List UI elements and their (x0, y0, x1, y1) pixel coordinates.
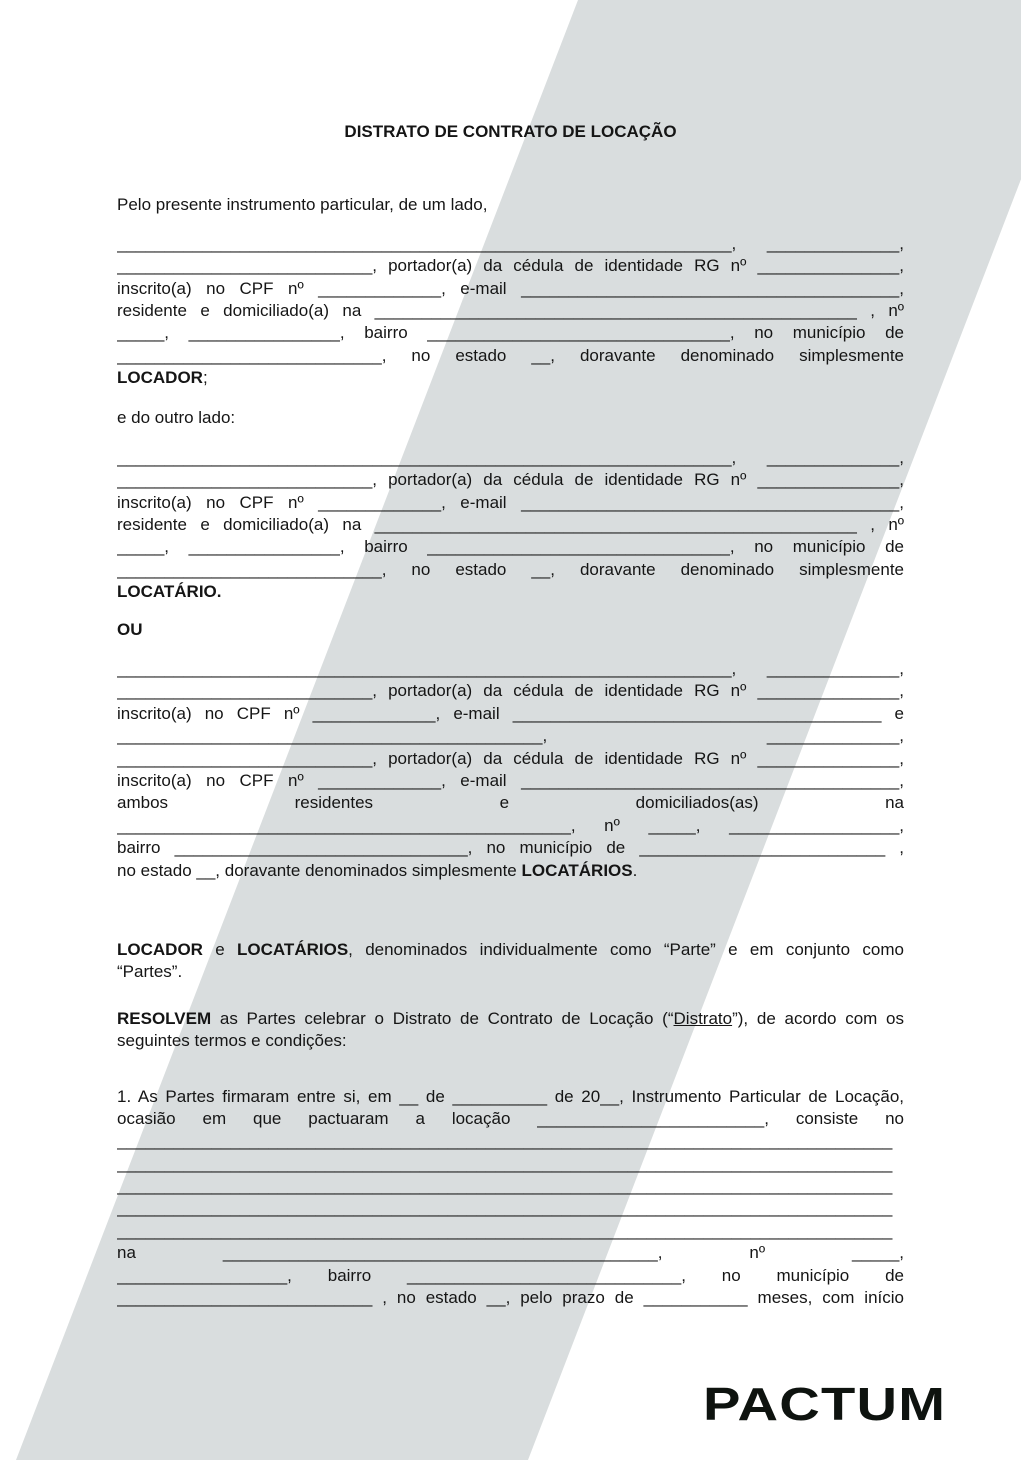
text-line (117, 278, 904, 300)
text-line (117, 1108, 904, 1130)
bold-term: RESOLVEM (117, 1008, 212, 1028)
text-line (117, 792, 904, 814)
paragraphs-container (117, 194, 904, 1309)
bold-term: LOCATÁRIOS (521, 860, 633, 880)
text-line (117, 1197, 904, 1219)
pactum-logo: PACTUM (703, 1378, 947, 1430)
text-segment: __________________, bairro _____________________________, no município de (117, 1265, 904, 1285)
text-segment: ambos residentes e domiciliados(as) na (117, 793, 904, 813)
text-segment: __________________________________________________________________________________ (117, 1131, 893, 1151)
text-line (117, 536, 904, 558)
bold-term: LOCATÁRIO. (117, 582, 222, 602)
text-line (117, 961, 904, 983)
bold-term: LOCATÁRIOS (237, 939, 349, 959)
text-segment: residente e domiciliado(a) na ___________________________________________________ , nº (117, 515, 904, 535)
text-segment: no estado __, doravante denominados simplesmente (117, 860, 522, 880)
text-segment: __________________________________________________________________________________ (117, 1198, 893, 1218)
paragraph-intro (117, 194, 904, 216)
text-segment: seguintes termos e condições: (117, 1031, 347, 1051)
text-segment: Pelo presente instrumento particular, de um lado, (117, 195, 488, 215)
text-line (117, 345, 904, 367)
text-segment: residente e domiciliado(a) na ___________________________________________________ , nº (117, 300, 904, 320)
text-line (117, 469, 904, 491)
text-line (117, 770, 904, 792)
text-line (117, 658, 904, 680)
text-segment: ___________________________ , no estado __, pelo prazo de ___________ meses, com início (117, 1288, 904, 1308)
text-segment: _____________________________________________, ______________, (117, 726, 904, 746)
text-segment: ___________________________, portador(a) da cédula de identidade RG nº _______________, (117, 748, 904, 768)
text-line (117, 255, 904, 277)
bold-term: LOCADOR (117, 939, 203, 959)
document-body (117, 0, 904, 1309)
text-line (117, 300, 904, 322)
text-line (117, 233, 904, 255)
text-line (117, 559, 904, 581)
text-line (117, 407, 904, 429)
paragraph-resolvem (117, 1008, 904, 1053)
text-line (117, 837, 904, 859)
underlined-term: Distrato (673, 1008, 733, 1028)
text-segment: _____, ________________, bairro ________________________________, no município de (117, 537, 904, 557)
text-segment: ____________________________, no estado __, doravante denominado simplesmente (117, 345, 904, 365)
text-line (117, 725, 904, 747)
text-line (117, 680, 904, 702)
text-line (117, 367, 904, 389)
text-segment: inscrito(a) no CPF nº _____________, e-mail ________________________________________, (117, 278, 904, 298)
text-segment: e (202, 939, 238, 959)
paragraph-locatario (117, 447, 904, 604)
text-line (117, 581, 904, 603)
text-line (117, 860, 904, 882)
text-segment: __________________________________________________________________________________ (117, 1220, 893, 1240)
text-segment: ________________________________________________, nº _____, __________________, (117, 815, 904, 835)
text-segment: ____________________________, no estado __, doravante denominado simplesmente (117, 559, 904, 579)
document-title: DISTRATO DE CONTRATO DE LOCAÇÃO (344, 122, 677, 141)
text-segment: ”), de acordo com os (732, 1008, 904, 1028)
text-segment: inscrito(a) no CPF nº _____________, e-mail ________________________________________, (117, 770, 904, 790)
text-segment: _____, ________________, bairro ________________________________, no município de (117, 323, 904, 343)
text-line (117, 703, 904, 725)
text-line (117, 322, 904, 344)
text-segment: ; (202, 368, 208, 388)
text-line (117, 1220, 904, 1242)
text-line (117, 1086, 904, 1108)
bold-term: OU (117, 619, 143, 639)
text-segment: bairro _______________________________, no município de __________________________ , (117, 838, 904, 858)
text-line (117, 619, 904, 641)
text-line (117, 1287, 904, 1309)
text-line (117, 939, 904, 961)
text-line (117, 748, 904, 770)
text-segment: _________________________________________________________________, ______________, (117, 659, 904, 679)
paragraph-ou (117, 619, 904, 641)
text-segment: __________________________________________________________________________________ (117, 1176, 893, 1196)
text-line (117, 815, 904, 837)
text-line (117, 194, 904, 216)
text-segment: na ______________________________________________, nº _____, (117, 1243, 904, 1263)
text-line (117, 1008, 904, 1030)
text-line (117, 1242, 904, 1264)
paragraph-partes (117, 939, 904, 984)
text-segment: . (632, 860, 638, 880)
text-segment: “Partes”. (117, 962, 183, 982)
text-segment: , denominados individualmente como “Parte” e em conjunto como (348, 939, 904, 959)
text-segment: ___________________________, portador(a) da cédula de identidade RG nº _______________, (117, 681, 904, 701)
text-segment: ___________________________, portador(a) da cédula de identidade RG nº _______________, (117, 470, 904, 490)
paragraph-locatarios (117, 658, 904, 882)
text-line (117, 1130, 904, 1152)
text-line (117, 1153, 904, 1175)
text-segment: ocasião em que pactuaram a locação ________________________, consiste no (117, 1108, 904, 1128)
text-segment: _________________________________________________________________, ______________, (117, 447, 904, 467)
text-segment: inscrito(a) no CPF nº _____________, e-mail _______________________________________ e (117, 703, 904, 723)
text-segment: e do outro lado: (117, 407, 236, 427)
text-segment: 1. As Partes firmaram entre si, em __ de __________ de 20__, Instrumento Particular de Locação, (117, 1086, 904, 1106)
text-segment: as Partes celebrar o Distrato de Contrato de Locação (“ (211, 1008, 674, 1028)
text-segment: __________________________________________________________________________________ (117, 1153, 893, 1173)
text-segment: _________________________________________________________________, ______________, (117, 233, 904, 253)
text-line (117, 1265, 904, 1287)
text-line (117, 492, 904, 514)
text-segment: ___________________________, portador(a) da cédula de identidade RG nº _______________, (117, 256, 904, 276)
bold-term: LOCADOR (117, 368, 203, 388)
text-segment: inscrito(a) no CPF nº _____________, e-mail ________________________________________, (117, 492, 904, 512)
text-line (117, 1175, 904, 1197)
text-line (117, 1030, 904, 1052)
paragraph-outro (117, 407, 904, 429)
paragraph-locador (117, 233, 904, 390)
paragraph-clause1 (117, 1086, 904, 1310)
text-line (117, 447, 904, 469)
text-line (117, 514, 904, 536)
